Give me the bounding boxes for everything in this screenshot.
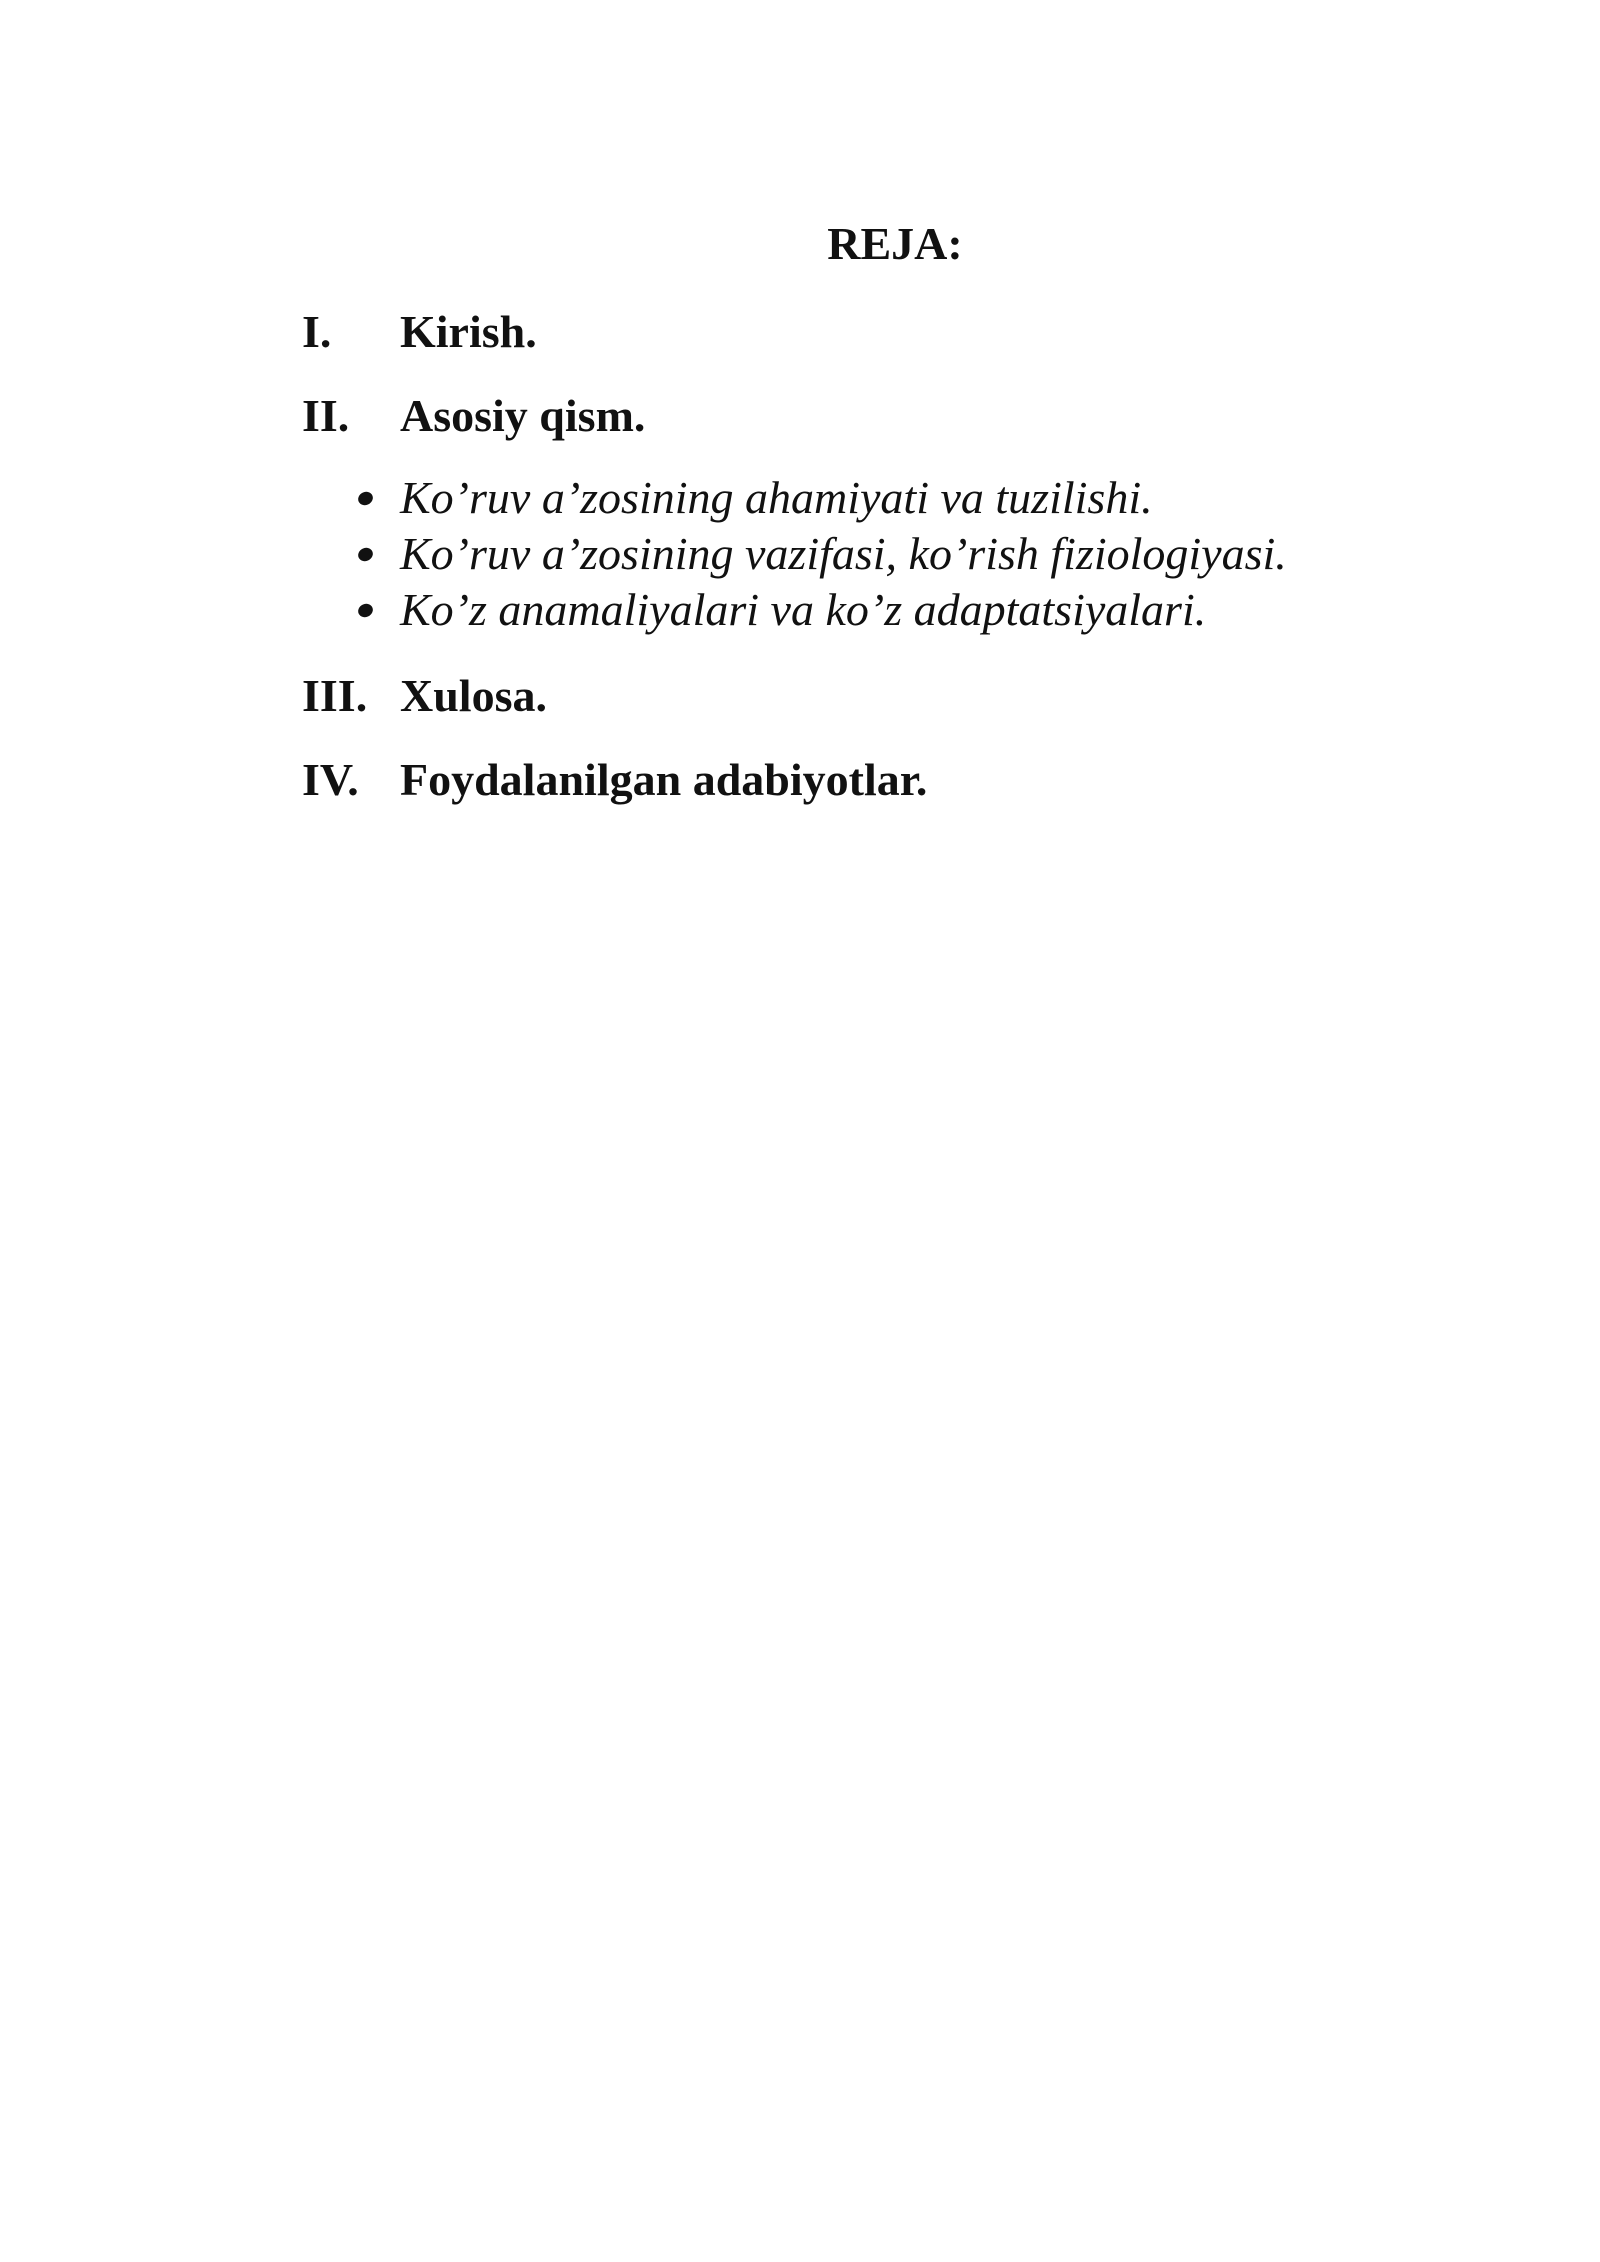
section-label: Kirish.	[400, 306, 537, 357]
subitem-list	[352, 470, 1287, 638]
section-number: II.	[302, 390, 350, 441]
list-item	[352, 470, 1287, 526]
section-number: III.	[302, 670, 368, 721]
section-label: Foydalanilgan adabiyotlar.	[400, 754, 928, 805]
bullet-icon	[356, 601, 375, 619]
section-item	[302, 386, 645, 446]
section-label: Xulosa.	[400, 670, 547, 721]
subitem-text: Ko’z anamaliyalari va ko’z adaptatsiyalari.	[400, 584, 1207, 635]
section-item	[302, 302, 537, 362]
page-title: REJA:	[827, 218, 963, 269]
bullet-icon	[356, 489, 375, 507]
section-number: I.	[302, 306, 332, 357]
section-label: Asosiy qism.	[400, 390, 646, 441]
bullet-icon	[356, 545, 375, 563]
section-number: IV.	[302, 754, 359, 805]
subitem-text: Ko’ruv a’zosining vazifasi, ko’rish fiziologiyasi.	[400, 528, 1287, 579]
section-item	[302, 666, 547, 726]
list-item	[352, 526, 1287, 582]
subitem-text: Ko’ruv a’zosining ahamiyati va tuzilishi.	[400, 472, 1153, 523]
list-item	[352, 582, 1287, 638]
section-item	[302, 750, 927, 810]
